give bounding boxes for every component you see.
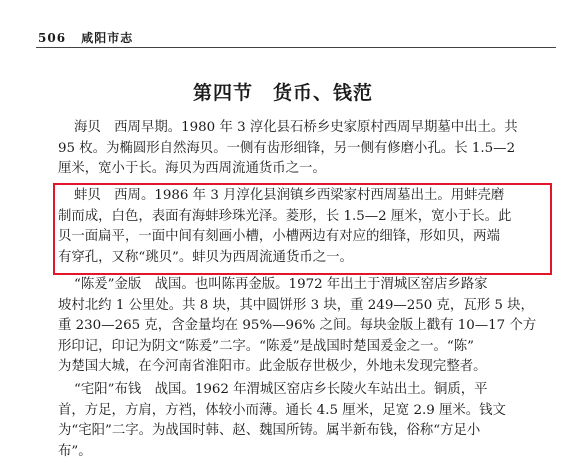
text-line: “陈爰”金版 战国。也叫陈再金版。1972 年出土于渭城区窑店乡路家 — [74, 277, 488, 292]
highlight-box — [53, 183, 552, 275]
text-line: 有穿孔，又称“珧贝”。蚌贝为西周流通货币之一。 — [58, 249, 353, 265]
paragraph-haibei — [58, 118, 548, 180]
text-line: 重 230—265 克，含金量均在 95%—96% 之间。每块金版上戳有 10—17 个方 — [58, 318, 537, 333]
header-rule — [36, 47, 556, 48]
text-line: 蚌贝 西周。1986 年 3 月淳化县润镇乡西梁家村西周墓出土。用蚌壳磨 — [74, 188, 505, 203]
text-line: 为楚国大城，在今河南省淮阳市。此金版存世极少，外地未发现完整者。 — [58, 359, 487, 374]
text-line: 95 枚。为椭圆形自然海贝。一侧有齿形细锋，另一侧有修磨小孔。长 1.5—2 — [58, 140, 516, 156]
text-line: 为“宅阳”二字。为战国时韩、赵、魏国所铸。属半新布钱，俗称“方足小 — [58, 423, 481, 438]
text-line: 厘米，宽小于长。海贝为西周流通货币之一。 — [58, 161, 326, 176]
text-line: “宅阳”布钱 战国。1962 年渭城区窑店乡长陵火车站出土。铜质，平 — [74, 382, 488, 397]
text-line: 布”。 — [58, 443, 92, 459]
text-line: 海贝 西周早期。1980 年 3 淳化县石桥乡史家原村西周早期墓中出土。共 — [74, 120, 518, 135]
section-title: 第四节 货币、钱范 — [192, 82, 373, 104]
book-title: 咸阳市志 — [81, 31, 134, 45]
text-line: 坡村北约 1 公里处。共 8 块，其中圆饼形 3 块，重 249—250 克，瓦形 5 块， — [58, 297, 534, 313]
paragraph-zhaiyang — [58, 380, 548, 462]
text-line: 贝一面扁平，一面中间有刻画小槽，小槽两边有对应的细锋，形如贝，两端 — [58, 229, 500, 244]
text-line: 制而成，白色，表面有海蚌珍珠光泽。菱形，长 1.5—2 厘米，宽小于长。此 — [58, 208, 512, 224]
page-number: 506 — [38, 31, 67, 45]
running-header — [38, 29, 133, 46]
text-line: 形印记，印记为阴文“陈爰”二字。“陈爰”是战国时楚国爰金之一。“陈” — [58, 338, 475, 354]
text-line: 首，方足，方肩，方裆，体较小而薄。通长 4.5 厘米，足宽 2.9 厘米。钱文 — [58, 402, 506, 418]
paragraph-chenyuan — [58, 275, 548, 378]
